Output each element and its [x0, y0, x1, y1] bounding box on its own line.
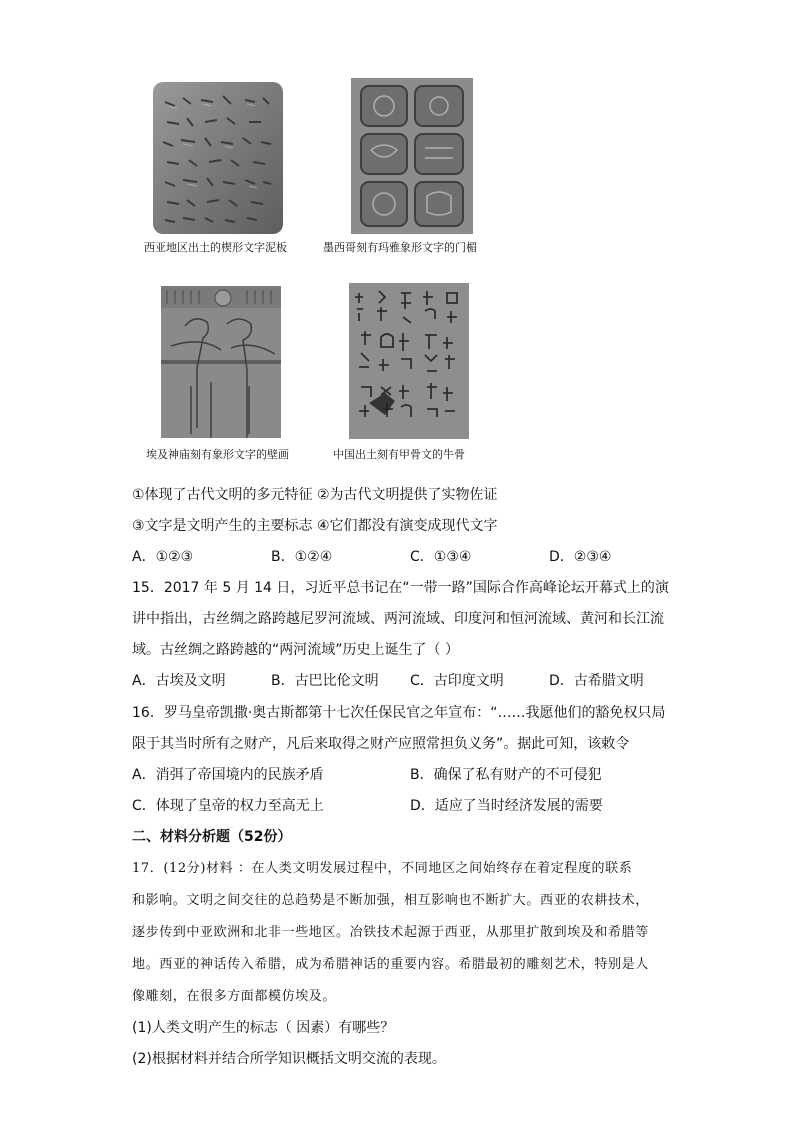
q17-material-line: 地。西亚的神话传入希腊，成为希腊神话的重要内容。希腊最初的雕刻艺术，特别是人 [132, 957, 649, 972]
q14-option-a[interactable]: A．①②③ [132, 549, 194, 565]
q17-material-line: 像雕刻，在很多方面都模仿埃及。 [132, 989, 337, 1004]
oracle-bone-photo [349, 283, 469, 439]
q16-stem-line: 16．罗马皇帝凯撒·奥古斯都第十七次任保民官之年宣布：“……我愿他们的豁免权只局 [132, 705, 666, 721]
q15-stem-line: 15．2017 年 5 月 14 日，习近平总书记在“一带一路”国际合作高峰论坛开幕式上的演 [132, 580, 669, 596]
figure-caption: 西亚地区出土的楔形文字泥板 [144, 241, 287, 254]
figure-caption: 中国出土刻有甲骨文的牛骨 [333, 448, 465, 461]
cuneiform-tablet-photo [153, 82, 283, 234]
figure-caption: 埃及神庙刻有象形文字的壁画 [146, 448, 289, 461]
q15-stem-line: 讲中指出，古丝绸之路跨越尼罗河流域、两河流域、印度河和恒河流域、黄河和长江流 [132, 611, 664, 627]
q15-stem-line: 域。古丝绸之路跨越的“两河流域”历史上诞生了（ ） [132, 642, 459, 658]
q14-option-d[interactable]: D．②③④ [549, 549, 612, 565]
section-heading: 二、材料分析题（52份） [132, 829, 292, 845]
q17-material-line: 逐步传到中亚欧洲和北非一些地区。冶铁技术起源于西亚，从那里扩散到埃及和希腊等 [132, 925, 649, 940]
q17-material-line: 17．(12分)材料 ：在人类文明发展过程中，不同地区之间始终存在着定程度的联系 [132, 861, 633, 876]
q16-option-c[interactable]: C．体现了皇帝的权力至高无上 [132, 798, 324, 814]
q17-subquestion-1: (1)人类文明产生的标志（ 因素）有哪些？ [132, 1020, 395, 1036]
q16-stem-line: 限于其当时所有之财产，凡后来取得之财产应照常担负义务”。据此可知，该敕令 [132, 736, 630, 752]
q14-option-c[interactable]: C．①③④ [410, 549, 472, 565]
q15-option-a[interactable]: A．古埃及文明 [132, 673, 226, 689]
q14-statement-1: ①体现了古代文明的多元特征 ②为古代文明提供了实物佐证 [132, 487, 498, 503]
q16-option-b[interactable]: B．确保了私有财产的不可侵犯 [410, 767, 602, 783]
egyptian-relief-photo [161, 286, 281, 438]
q15-option-b[interactable]: B．古巴比伦文明 [271, 673, 379, 689]
q17-material-line: 和影响。文明之间交往的总趋势是不断加强，相互影响也不断扩大。西亚的农耕技术， [132, 893, 649, 908]
q16-option-d[interactable]: D．适应了当时经济发展的需要 [410, 798, 603, 814]
q14-statement-2: ③文字是文明产生的主要标志 ④它们都没有演变成现代文字 [132, 518, 498, 534]
q15-option-d[interactable]: D．古希腊文明 [549, 673, 644, 689]
figure-caption: 墨西哥刻有玛雅象形文字的门楣 [323, 241, 477, 254]
q17-subquestion-2: (2)根据材料并结合所学知识概括文明交流的表现。 [132, 1051, 446, 1067]
maya-lintel-photo [351, 78, 473, 234]
q14-option-b[interactable]: B．①②④ [271, 549, 333, 565]
q16-option-a[interactable]: A．消弭了帝国境内的民族矛盾 [132, 767, 324, 783]
q15-option-c[interactable]: C．古印度文明 [410, 673, 504, 689]
